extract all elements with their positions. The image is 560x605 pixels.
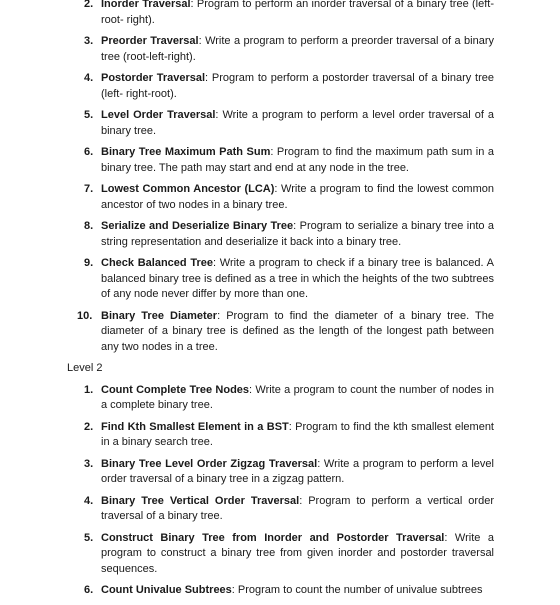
item-text: : Program to find the diameter of a binary tree. The diameter of a binary tree is defined as the length of the longest path between any two nodes in a tree. bbox=[101, 309, 494, 353]
list-item bbox=[0, 0, 560, 28]
list-item bbox=[0, 583, 560, 599]
list-item bbox=[0, 494, 560, 525]
list-item bbox=[0, 309, 560, 356]
item-title: Binary Tree Level Order Zigzag Traversal bbox=[101, 457, 318, 470]
item-title: Inorder Traversal bbox=[101, 0, 191, 10]
list-item bbox=[0, 531, 560, 578]
level2-list bbox=[0, 383, 560, 599]
list-item bbox=[0, 108, 560, 139]
item-number: 3. bbox=[84, 35, 94, 47]
item-number: 5. bbox=[84, 531, 94, 544]
item-text: : Write a program to perform a level order traversal of a binary tree. bbox=[101, 109, 494, 137]
item-text: : Write a program to perform a preorder traversal of a binary tree (root-left-right). bbox=[101, 35, 494, 63]
item-number: 9. bbox=[84, 257, 94, 269]
section-heading: Level 2 bbox=[67, 362, 103, 374]
item-number: 7. bbox=[84, 183, 94, 195]
item-text: : Program to perform a postorder traversal of a binary tree (left- right-root). bbox=[101, 72, 494, 100]
item-title: Binary Tree Diameter bbox=[101, 309, 218, 322]
item-title: Preorder Traversal bbox=[101, 35, 199, 47]
item-text: : Write a program to construct a binary tree from given inorder and postorder traversal sequences. bbox=[101, 531, 494, 575]
item-title: Find Kth Smallest Element in a BST bbox=[101, 420, 289, 433]
item-number: 3. bbox=[84, 457, 94, 470]
item-text: : Program to serialize a binary tree into a string representation and deserialize it back into a binary tree. bbox=[101, 220, 495, 248]
item-text: : Write a program to count the number of nodes in a complete binary tree. bbox=[101, 383, 494, 411]
item-number: 5. bbox=[84, 109, 94, 121]
item-title: Check Balanced Tree bbox=[101, 257, 213, 269]
item-text: : Program to find the kth smallest element in a binary search tree. bbox=[101, 420, 494, 448]
item-number: 6. bbox=[84, 146, 94, 158]
item-title: Construct Binary Tree from Inorder and Postorder Traversal bbox=[101, 531, 445, 544]
item-number: 2. bbox=[84, 420, 94, 433]
list-item bbox=[0, 383, 560, 414]
item-number: 4. bbox=[84, 494, 94, 507]
item-number: 4. bbox=[84, 72, 94, 84]
list-item bbox=[0, 182, 560, 213]
item-number: 6. bbox=[84, 584, 94, 596]
item-number: 10. bbox=[77, 309, 93, 322]
list-item bbox=[0, 420, 560, 451]
item-text: : Write a program to find the lowest common ancestor of two nodes in a binary tree. bbox=[101, 183, 494, 211]
item-text: : Program to perform an inorder traversal of a binary tree (left-root- right). bbox=[101, 0, 494, 26]
list-item bbox=[0, 34, 560, 65]
item-text: : Write a program to check if a binary tree is balanced. A balanced binary tree is defined as a tree in which the heights of the two subtrees of any node never differ by more than one. bbox=[101, 257, 495, 300]
item-title: Count Univalue Subtrees bbox=[101, 584, 232, 596]
item-title: Postorder Traversal bbox=[101, 72, 206, 84]
item-title: Lowest Common Ancestor (LCA) bbox=[101, 183, 275, 195]
item-number: 2. bbox=[84, 0, 94, 10]
item-number: 1. bbox=[84, 383, 94, 396]
list-item bbox=[0, 256, 560, 303]
item-title: Binary Tree Vertical Order Traversal bbox=[101, 494, 300, 507]
item-text: : Write a program to perform a level order traversal of a binary tree in a zigzag pattern. bbox=[101, 457, 494, 485]
item-title: Count Complete Tree Nodes bbox=[101, 383, 250, 396]
list-item bbox=[0, 457, 560, 488]
item-text: : Program to find the maximum path sum in a binary tree. The path may start and end at any node in the tree. bbox=[101, 146, 495, 174]
list-item bbox=[0, 219, 560, 250]
item-title: Serialize and Deserialize Binary Tree bbox=[101, 220, 294, 232]
list-item bbox=[0, 145, 560, 176]
item-number: 8. bbox=[84, 220, 94, 232]
item-text: : Program to perform a vertical order traversal of a binary tree. bbox=[101, 494, 494, 522]
item-text: : Program to count the number of univalue subtrees bbox=[231, 584, 483, 596]
item-title: Level Order Traversal bbox=[101, 109, 216, 121]
item-title: Binary Tree Maximum Path Sum bbox=[101, 146, 271, 158]
list-item bbox=[0, 71, 560, 102]
